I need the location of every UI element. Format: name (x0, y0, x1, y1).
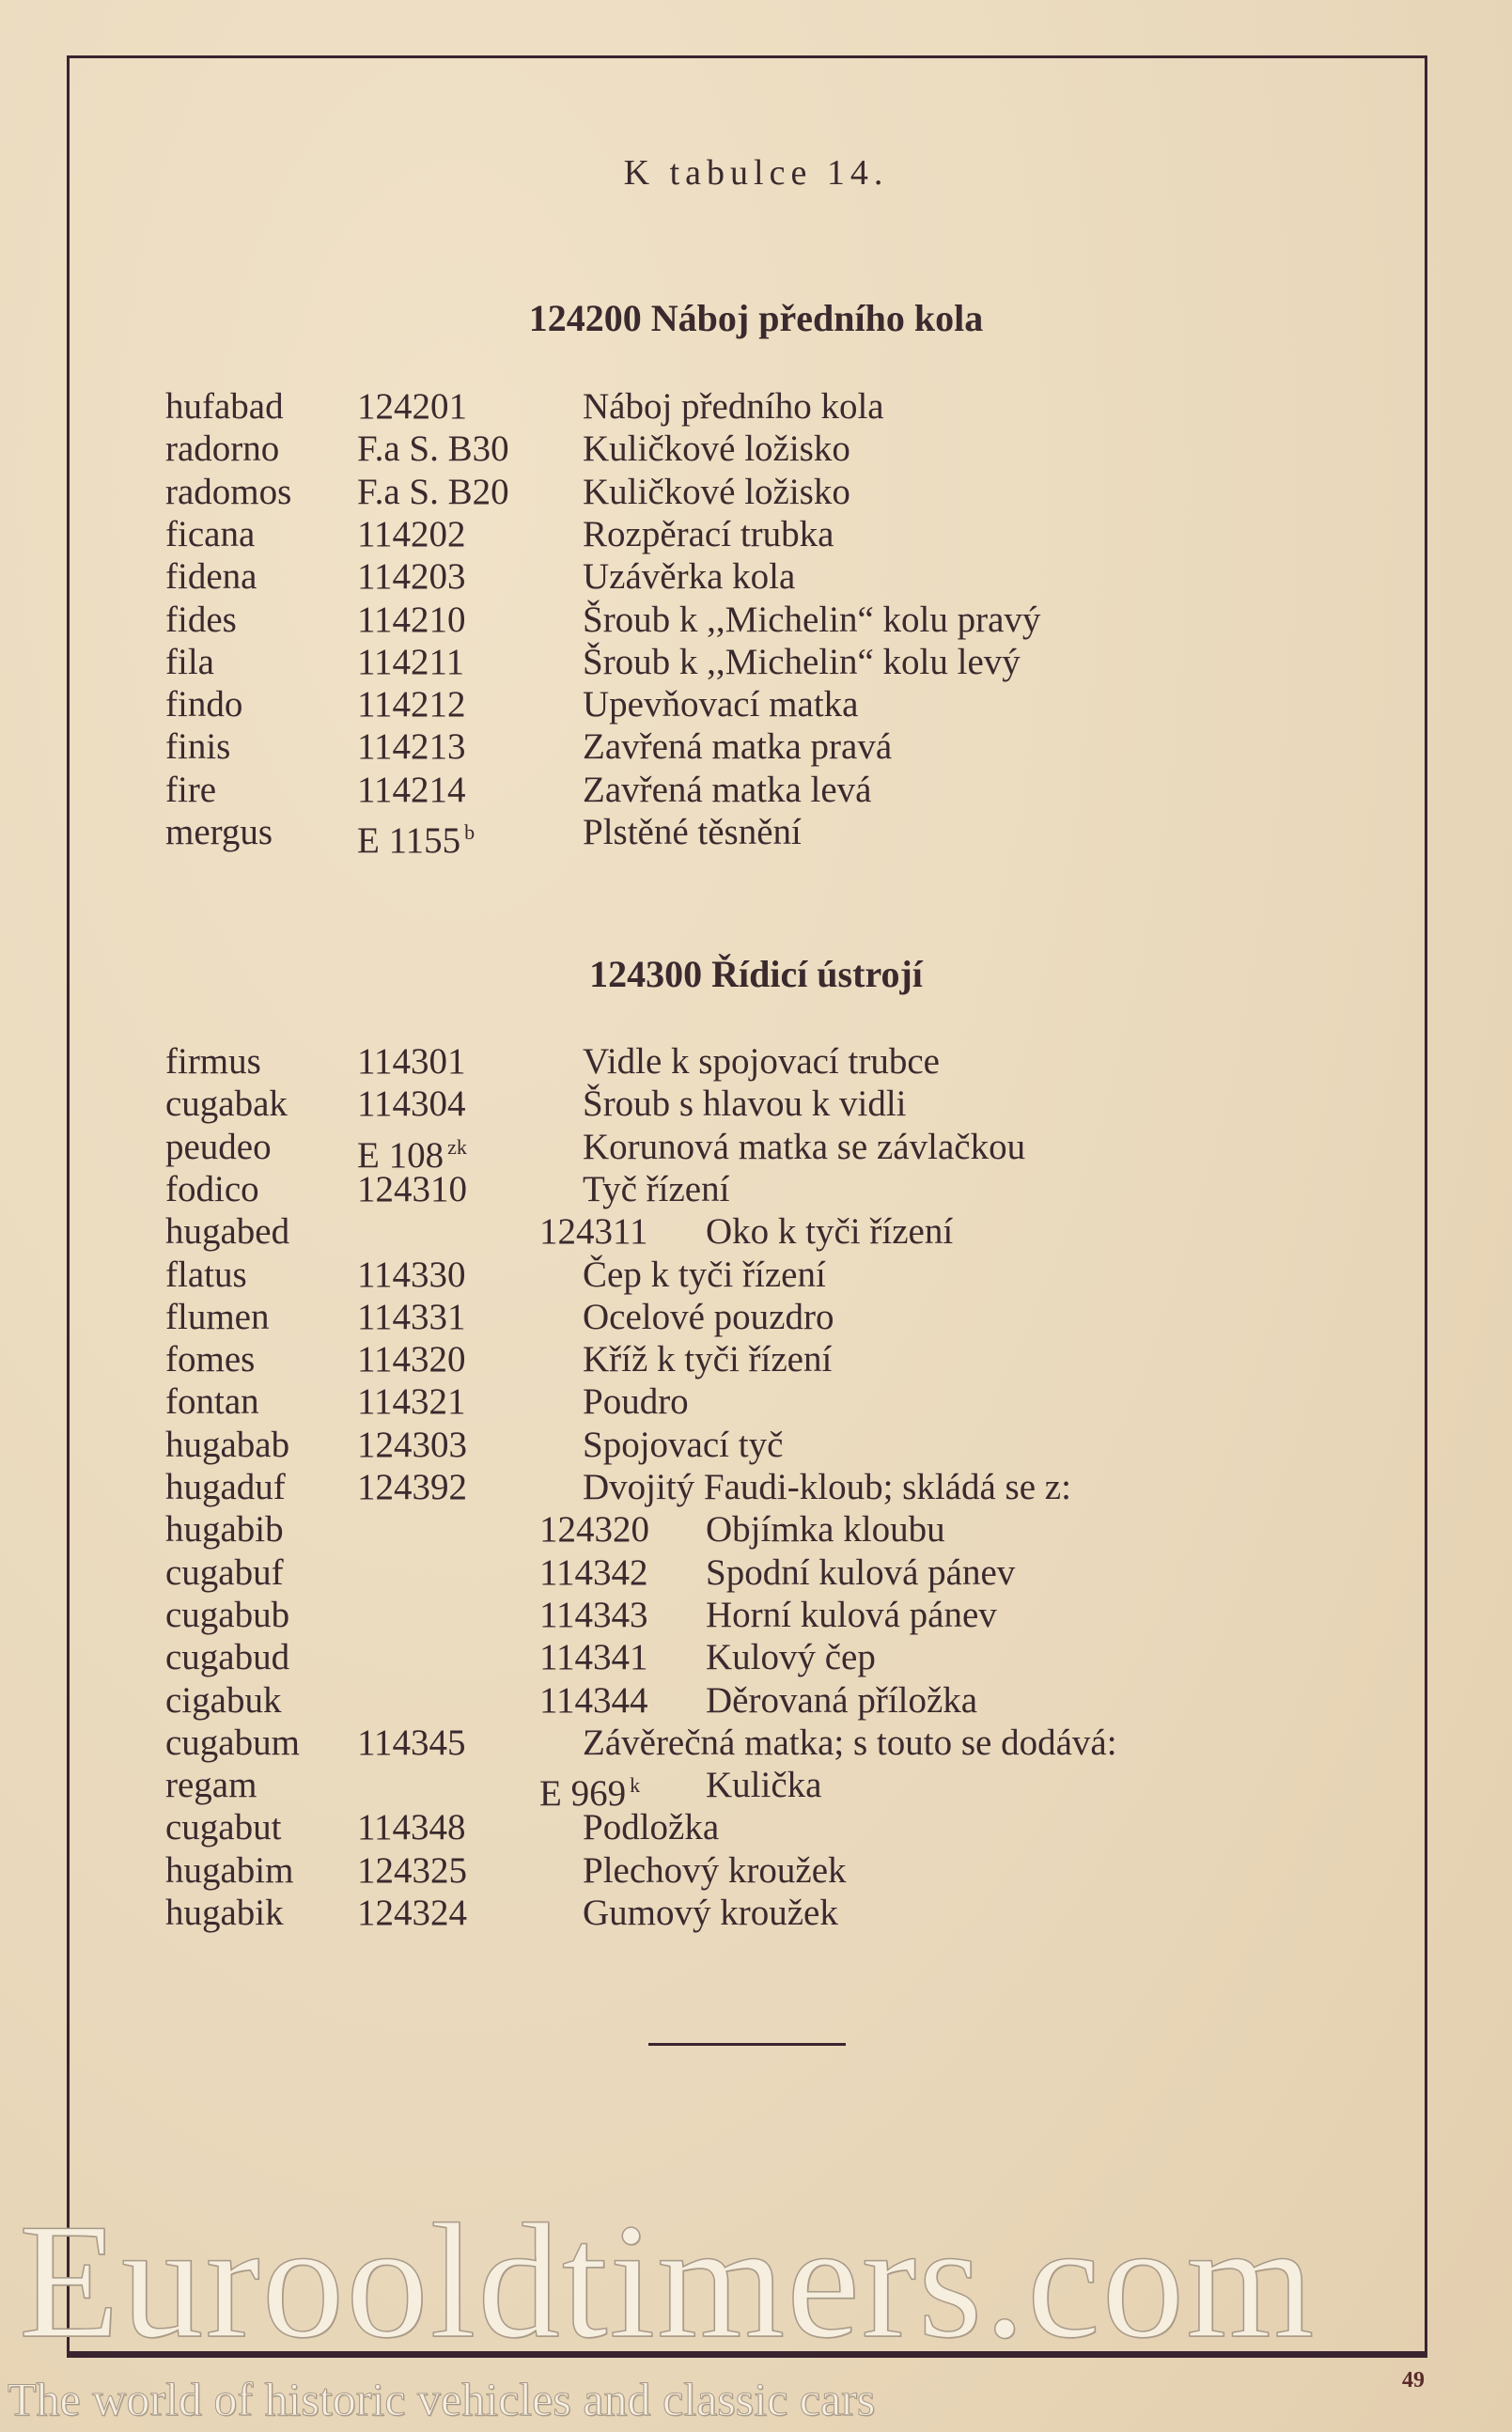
part-codename: fontan (165, 1381, 259, 1423)
part-codename: radomos (165, 471, 292, 512)
part-description: Podložka (583, 1807, 720, 1848)
part-description: Dvojitý Faudi-kloub; skládá se z: (583, 1467, 1071, 1507)
part-codename: mergus (165, 812, 273, 852)
part-number-value: 114212 (357, 684, 466, 725)
section-heading: 124200 Náboj předního kola (528, 297, 984, 339)
part-number-value: 114203 (357, 556, 466, 598)
part-number (357, 385, 467, 428)
part-number (357, 1424, 467, 1466)
part-codename: fomes (165, 1339, 256, 1380)
part-row (0, 725, 1512, 768)
part-number (357, 1168, 467, 1210)
part-number-value: 124201 (357, 386, 467, 427)
part-number-value: 124310 (357, 1168, 467, 1209)
part-number-value: 114214 (357, 769, 466, 810)
part-number (357, 471, 509, 513)
part-number-value: 124392 (357, 1467, 467, 1507)
part-description: Korunová matka se závlačkou (583, 1126, 1026, 1167)
part-description: Rozpěrací trubka (583, 513, 834, 554)
part-number-value: 114345 (357, 1722, 466, 1763)
part-row (0, 1764, 1512, 1815)
part-row (0, 1466, 1512, 1508)
part-description: Poudro (583, 1381, 689, 1423)
part-number (539, 1508, 649, 1551)
part-number-suffix: zk (447, 1134, 467, 1159)
part-number-value: 114301 (357, 1041, 466, 1082)
part-description: Upevňovací matka (583, 684, 859, 725)
part-description: Šroub k ,,Michelin“ kolu levý (583, 641, 1021, 682)
part-row (0, 555, 1512, 598)
closing-rule (648, 2043, 846, 2046)
part-row (0, 1849, 1512, 1892)
part-codename: cigabuk (165, 1679, 282, 1721)
part-number (357, 1722, 466, 1764)
part-number-value: 124320 (539, 1509, 649, 1551)
part-number-value: 114210 (357, 599, 466, 640)
part-codename: hugabib (165, 1509, 284, 1551)
part-number-value: 114213 (357, 726, 466, 768)
part-number-suffix: k (630, 1773, 641, 1798)
part-row (0, 811, 1512, 861)
part-number-value: 114331 (357, 1296, 466, 1337)
part-codename: hugabab (165, 1424, 290, 1465)
page-number: 49 (1402, 2368, 1425, 2393)
part-number-value: 114211 (357, 641, 465, 682)
part-row (0, 1126, 1512, 1176)
part-description: Náboj předního kola (583, 386, 884, 427)
part-row (0, 1594, 1512, 1636)
part-number-value: 114202 (357, 513, 466, 554)
part-row (0, 1636, 1512, 1678)
part-codename: hugabed (165, 1211, 290, 1253)
part-row (0, 599, 1512, 641)
part-codename: finis (165, 726, 231, 768)
section-heading: 124300 Řídicí ústrojí (589, 953, 923, 995)
part-number (357, 1040, 466, 1083)
part-number (357, 1254, 466, 1296)
part-description: Spodní kulová pánev (706, 1551, 1016, 1593)
part-row (0, 1254, 1512, 1296)
part-number (539, 1210, 648, 1253)
part-row (0, 1210, 1512, 1253)
part-number-value: F.a S. B30 (357, 429, 509, 470)
part-description: Horní kulová pánev (706, 1594, 997, 1635)
watermark-tagline: The world of historic vehicles and classic cars (8, 2373, 876, 2425)
part-number (357, 683, 466, 725)
part-row (0, 1380, 1512, 1423)
part-row (0, 1083, 1512, 1125)
part-row (0, 641, 1512, 683)
watermark: Eurooldtimers.com (19, 2190, 1317, 2372)
part-number-value: 114348 (357, 1807, 466, 1848)
part-row (0, 1296, 1512, 1338)
part-number (357, 599, 466, 641)
part-description: Kulička (706, 1765, 822, 1806)
part-description: Zavřená matka pravá (583, 726, 893, 768)
part-description: Kulový čep (706, 1637, 876, 1678)
part-number-value: E 108 (357, 1134, 444, 1176)
part-codename: fides (165, 599, 237, 640)
part-description: Kuličkové ložisko (583, 471, 850, 512)
part-row (0, 1551, 1512, 1594)
part-row (0, 769, 1512, 811)
part-row (0, 1168, 1512, 1210)
part-number (357, 1466, 467, 1508)
part-number (357, 1380, 466, 1423)
part-number (357, 1849, 467, 1892)
part-description: Kříž k tyči řízení (583, 1339, 833, 1380)
part-number (539, 1551, 648, 1594)
part-description: Tyč řízení (583, 1168, 730, 1209)
part-number (539, 1679, 648, 1722)
part-number (357, 769, 466, 811)
part-codename: cugabak (165, 1083, 288, 1125)
part-description: Objímka kloubu (706, 1509, 945, 1551)
part-description: Plstěné těsnění (583, 812, 802, 852)
part-codename: cugabum (165, 1722, 300, 1763)
part-codename: cugabub (165, 1594, 290, 1635)
part-codename: flatus (165, 1254, 247, 1295)
part-codename: peudeo (165, 1126, 272, 1167)
part-row (0, 428, 1512, 470)
part-number-value: 114343 (539, 1594, 648, 1635)
part-number (357, 513, 466, 555)
part-number-value: E 969 (539, 1773, 627, 1815)
part-codename: cugabud (165, 1637, 290, 1678)
part-description: Šroub s hlavou k vidli (583, 1083, 907, 1125)
part-number-value: 114341 (539, 1637, 648, 1678)
part-codename: findo (165, 684, 243, 725)
part-codename: fodico (165, 1168, 259, 1209)
part-number (357, 1296, 466, 1338)
part-description: Gumový kroužek (583, 1893, 838, 1933)
part-description: Plechový kroužek (583, 1849, 847, 1891)
part-row (0, 513, 1512, 555)
part-codename: cugabut (165, 1807, 282, 1848)
part-number-value: 124325 (357, 1849, 467, 1891)
part-number-value: E 1155 (357, 820, 461, 861)
part-number-value: 114344 (539, 1679, 648, 1721)
part-codename: radorno (165, 429, 280, 470)
part-row (0, 385, 1512, 428)
part-number (357, 1083, 466, 1125)
part-description: Spojovací tyč (583, 1424, 784, 1465)
part-number-value: 114304 (357, 1083, 466, 1125)
part-description: Závěrečná matka; s touto se dodává: (583, 1722, 1117, 1763)
part-row (0, 1892, 1512, 1934)
part-description: Ocelové pouzdro (583, 1296, 834, 1337)
part-number (539, 1636, 648, 1678)
part-number-value: F.a S. B20 (357, 471, 509, 512)
part-row (0, 1806, 1512, 1848)
part-description: Šroub k ,,Michelin“ kolu pravý (583, 599, 1041, 640)
part-number-value: 114320 (357, 1339, 466, 1380)
part-codename: hugabim (165, 1849, 294, 1891)
part-codename: cugabuf (165, 1551, 284, 1593)
part-row (0, 1722, 1512, 1764)
part-number (357, 1338, 466, 1380)
part-codename: hugabik (165, 1893, 284, 1933)
part-number (357, 725, 466, 768)
part-number-value: 114342 (539, 1551, 648, 1593)
part-codename: fila (165, 641, 214, 682)
part-description: Vidle k spojovací trubce (583, 1041, 940, 1082)
part-row (0, 683, 1512, 725)
part-number-value: 124311 (539, 1211, 648, 1253)
part-description: Oko k tyči řízení (706, 1211, 954, 1253)
part-number (357, 555, 466, 598)
part-codename: regam (165, 1765, 257, 1806)
part-codename: fidena (165, 556, 257, 598)
part-number (357, 641, 464, 683)
part-codename: hufabad (165, 386, 284, 427)
part-number (357, 1806, 466, 1848)
part-number-value: 114321 (357, 1381, 466, 1423)
page-title: K tabulce 14. (623, 153, 889, 193)
part-number-suffix: b (464, 820, 475, 844)
part-row (0, 471, 1512, 513)
part-row (0, 1040, 1512, 1083)
part-number-value: 124324 (357, 1893, 467, 1933)
part-row (0, 1338, 1512, 1380)
part-codename: fire (165, 769, 217, 810)
part-number-value: 114330 (357, 1254, 466, 1295)
part-description: Uzávěrka kola (583, 556, 796, 598)
part-description: Zavřená matka levá (583, 769, 872, 810)
part-row (0, 1679, 1512, 1722)
part-number (357, 1892, 467, 1934)
part-description: Čep k tyči řízení (583, 1254, 826, 1295)
part-codename: ficana (165, 513, 256, 554)
part-number-value: 124303 (357, 1424, 467, 1465)
part-codename: flumen (165, 1296, 270, 1337)
part-number (357, 428, 509, 470)
part-codename: hugaduf (165, 1467, 286, 1507)
part-number (539, 1594, 648, 1636)
part-codename: firmus (165, 1041, 261, 1082)
part-description: Děrovaná příložka (706, 1679, 978, 1721)
part-number (357, 811, 475, 862)
part-row (0, 1508, 1512, 1551)
part-row (0, 1424, 1512, 1466)
part-description: Kuličkové ložisko (583, 429, 850, 470)
